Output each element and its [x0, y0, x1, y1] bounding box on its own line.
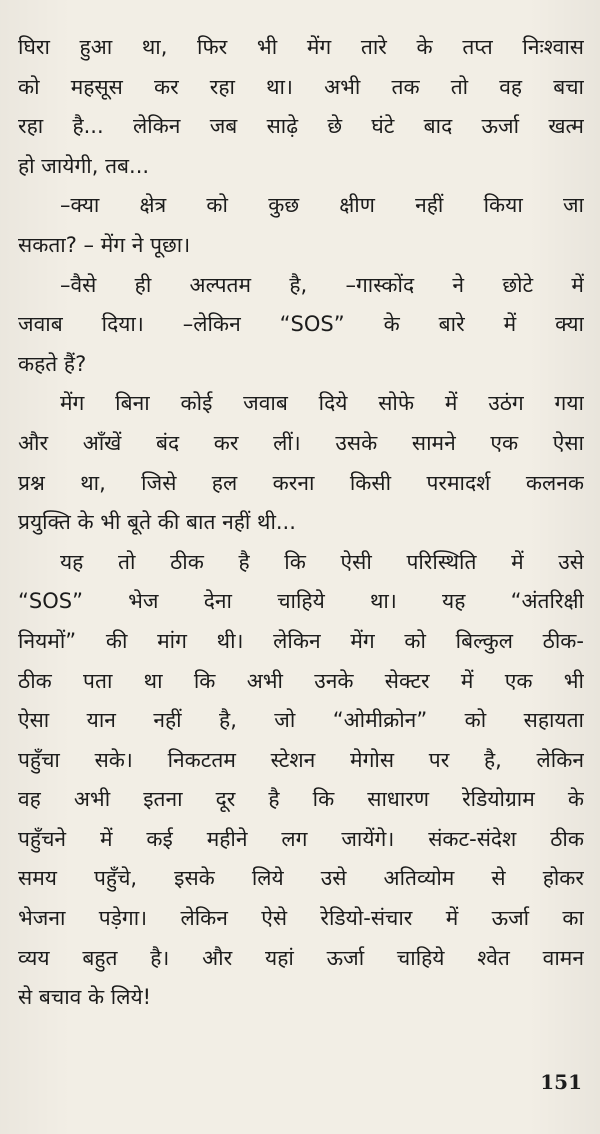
body-text	[18, 28, 584, 1018]
text-line: ऐसा यान नहीं है, जो “ओमीक्रोन” को सहायता	[18, 708, 584, 733]
text-line: समय पहुँचे, इसके लिये उसे अतिव्योम से होकर	[18, 866, 584, 891]
text-line: को महसूस कर रहा था। अभी तक तो वह बचा	[18, 74, 584, 99]
text-line: हो जायेगी, तब...	[18, 153, 150, 178]
text-line: “SOS” भेज देना चाहिये था। यह “अंतरिक्षी	[18, 589, 584, 614]
text-line: कहते हैं?	[18, 351, 87, 376]
text-line: वह अभी इतना दूर है कि साधारण रेडियोग्राम के	[18, 787, 584, 812]
text-line: ठीक पता था कि अभी उनके सेक्टर में एक भी	[18, 668, 584, 693]
text-line: भेजना पड़ेगा। लेकिन ऐसे रेडियो-संचार में ऊर्जा का	[18, 906, 584, 931]
text-line: प्रश्न था, जिसे हल करना किसी परमादर्श कलनक	[18, 470, 584, 495]
text-line: घिरा हुआ था, फिर भी मेंग तारे के तप्त निःश्वास	[18, 35, 584, 59]
text-line: –वैसे ही अल्पतम है, –गास्कोंद ने छोटे में	[60, 272, 584, 297]
page-number: 151	[540, 1070, 582, 1094]
text-line: जवाब दिया। –लेकिन “SOS” के बारे में क्या	[18, 312, 584, 337]
text-line: प्रयुक्ति के भी बूते की बात नहीं थी...	[18, 510, 296, 535]
text-line: –क्या क्षेत्र को कुछ क्षीण नहीं किया जा	[60, 193, 584, 218]
text-line: रहा है... लेकिन जब साढ़े छे घंटे बाद ऊर्जा खत्म	[18, 114, 584, 139]
text-line: नियमों” की मांग थी। लेकिन मेंग को बिल्कुल ठीक-	[18, 628, 584, 653]
text-line: और आँखें बंद कर लीं। उसके सामने एक ऐसा	[18, 430, 584, 455]
text-line: सकता? – मेंग ने पूछा।	[18, 232, 191, 257]
text-line: यह तो ठीक है कि ऐसी परिस्थिति में उसे	[60, 549, 584, 574]
text-line: व्यय बहुत है। और यहां ऊर्जा चाहिये श्वेत वामन	[18, 945, 584, 970]
text-line: मेंग बिना कोई जवाब दिये सोफे में उठंग गया	[60, 391, 584, 416]
text-line: से बचाव के लिये!	[18, 985, 152, 1010]
text-line: पहुँचने में कई महीने लग जायेंगे। संकट-संदेश ठीक	[18, 826, 584, 851]
text-line: पहुँचा सके। निकटतम स्टेशन मेगोस पर है, लेकिन	[18, 747, 584, 772]
